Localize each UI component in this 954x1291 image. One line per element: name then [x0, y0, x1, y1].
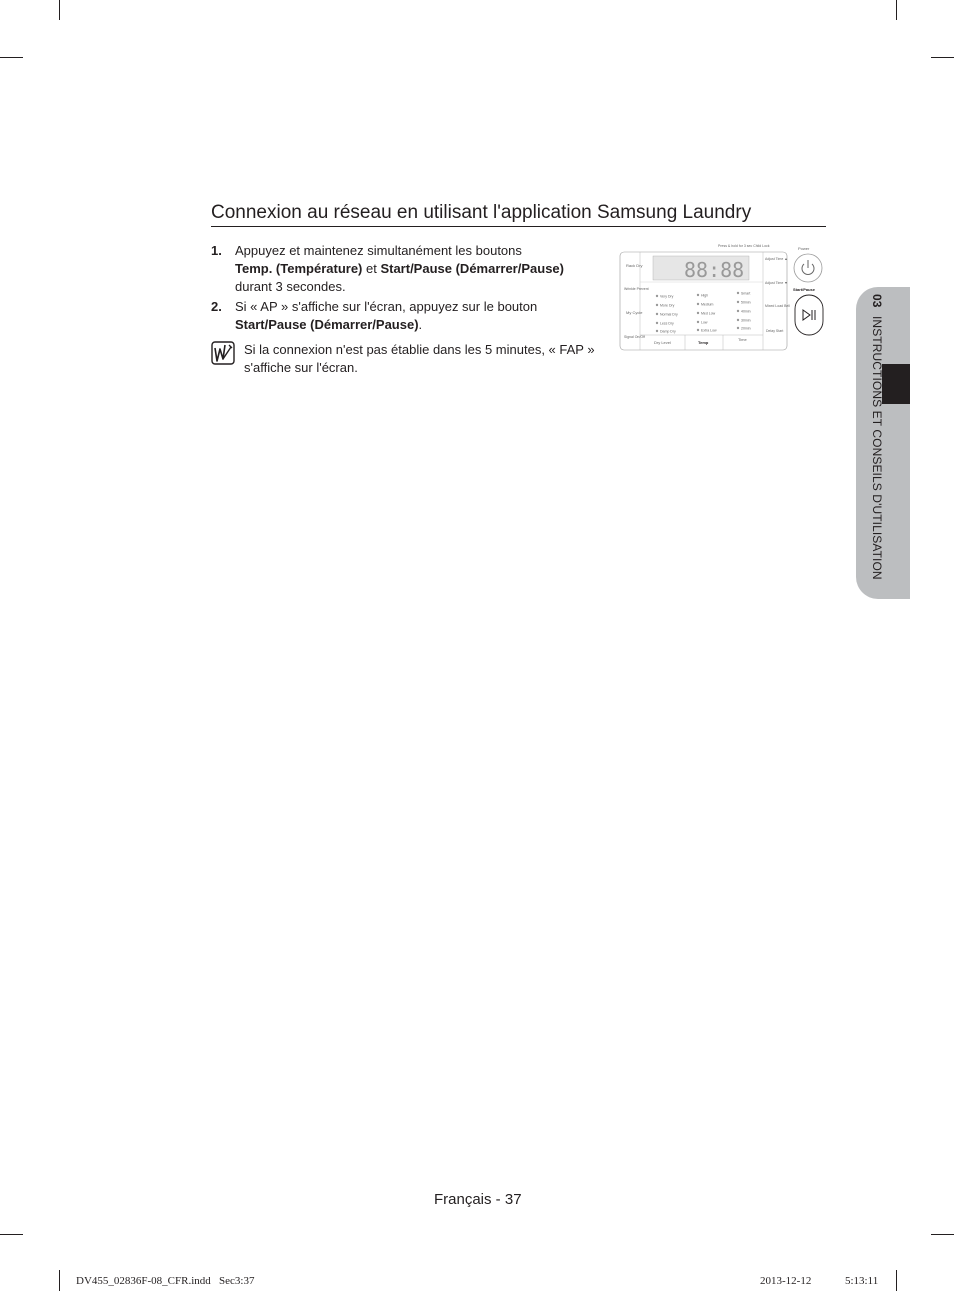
- step-number: 1.: [211, 243, 222, 258]
- panel-right-button: Mixed Load Bell: [765, 304, 790, 308]
- panel-right-button: Adjust Time ▲: [765, 257, 788, 261]
- step-text: [235, 316, 601, 334]
- chapter-tab-marker: [882, 364, 910, 404]
- panel-bottom-button: Temp: [698, 340, 709, 345]
- note-line: Si la connexion n'est pas établie dans les 5 minutes, « FAP »: [244, 342, 595, 357]
- crop-mark: [0, 1234, 23, 1235]
- crop-mark: [59, 0, 60, 20]
- step-text: Si « AP » s'affiche sur l'écran, appuyez sur le bouton: [235, 299, 538, 314]
- note-line: s'affiche sur l'écran.: [244, 360, 358, 375]
- crop-mark: [896, 0, 897, 20]
- crop-mark: [931, 1234, 954, 1235]
- time-item: 30min: [741, 318, 751, 323]
- instruction-steps: [211, 242, 601, 336]
- temp-button-name: Temp. (Température): [235, 261, 363, 276]
- chapter-title: INSTRUCTIONS ET CONSEILS D'UTILISATION: [870, 316, 884, 580]
- note-pencil-icon: [211, 341, 235, 365]
- panel-bottom-button: Dry Level: [654, 340, 671, 345]
- start-pause-button-name: Start/Pause (Démarrer/Pause): [380, 261, 564, 276]
- time-item: Smart: [741, 291, 751, 296]
- step-text: [235, 260, 601, 278]
- step-body: [235, 242, 601, 296]
- footer-date: 2013-12-12: [760, 1275, 812, 1287]
- panel-right-button: Delay Start: [766, 329, 784, 333]
- dry-level-item: Less Dry: [660, 321, 674, 326]
- time-item: 20min: [741, 326, 751, 331]
- dryer-control-panel: [618, 240, 828, 360]
- dry-level-item: More Dry: [660, 303, 675, 308]
- crop-mark: [59, 1270, 60, 1291]
- crop-mark: [896, 1270, 897, 1291]
- step-tail: .: [418, 317, 423, 332]
- start-pause-button: [795, 295, 823, 335]
- panel-right-button: Adjust Time ▼: [765, 281, 788, 285]
- temp-item: Extra Low: [701, 328, 717, 333]
- step-text: durant 3 secondes.: [235, 279, 346, 294]
- note-block: [211, 341, 596, 377]
- step-2: [211, 298, 601, 334]
- panel-bottom-button: Time: [738, 337, 747, 342]
- dry-level-item: Damp Dry: [660, 329, 676, 334]
- footer-file-name: DV455_02836F-08_CFR.indd Sec3:37: [76, 1275, 255, 1287]
- panel-left-button: My Cycle: [626, 310, 643, 315]
- temp-item: Low: [701, 320, 708, 325]
- panel-display-digits: 88:88: [684, 258, 745, 282]
- step-text: Appuyez et maintenez simultanément les boutons: [235, 243, 522, 258]
- crop-mark: [931, 57, 954, 58]
- chapter-label: [870, 294, 884, 580]
- panel-top-caption: Press & hold for 3 sec Child Lock: [718, 244, 770, 248]
- time-item: 40min: [741, 309, 751, 314]
- step-1: [211, 242, 601, 296]
- time-item: 50min: [741, 300, 751, 305]
- step-connector: et: [362, 261, 381, 276]
- panel-left-button: Wrinkle Prevent: [624, 287, 649, 291]
- start-pause-label: Start/Pause: [793, 287, 816, 292]
- temp-item: Med Low: [701, 311, 716, 316]
- start-pause-button-name: Start/Pause (Démarrer/Pause): [235, 317, 419, 332]
- panel-left-button: Rack Dry: [626, 263, 643, 268]
- crop-mark: [0, 57, 23, 58]
- footer-time: 5:13:11: [845, 1275, 879, 1287]
- section-title: Connexion au réseau en utilisant l'application Samsung Laundry: [211, 201, 826, 227]
- step-number: 2.: [211, 299, 222, 314]
- step-body: [235, 298, 601, 334]
- chapter-number: 03: [870, 294, 884, 308]
- temp-item: High: [701, 293, 709, 298]
- temp-item: Medium: [701, 302, 714, 307]
- dry-level-item: Very Dry: [660, 294, 674, 299]
- panel-left-button: Signal On/Off: [624, 335, 645, 339]
- page-number: Français - 37: [434, 1191, 522, 1208]
- power-label: Power: [798, 246, 810, 251]
- dry-level-item: Normal Dry: [660, 312, 678, 317]
- note-text: [244, 341, 595, 377]
